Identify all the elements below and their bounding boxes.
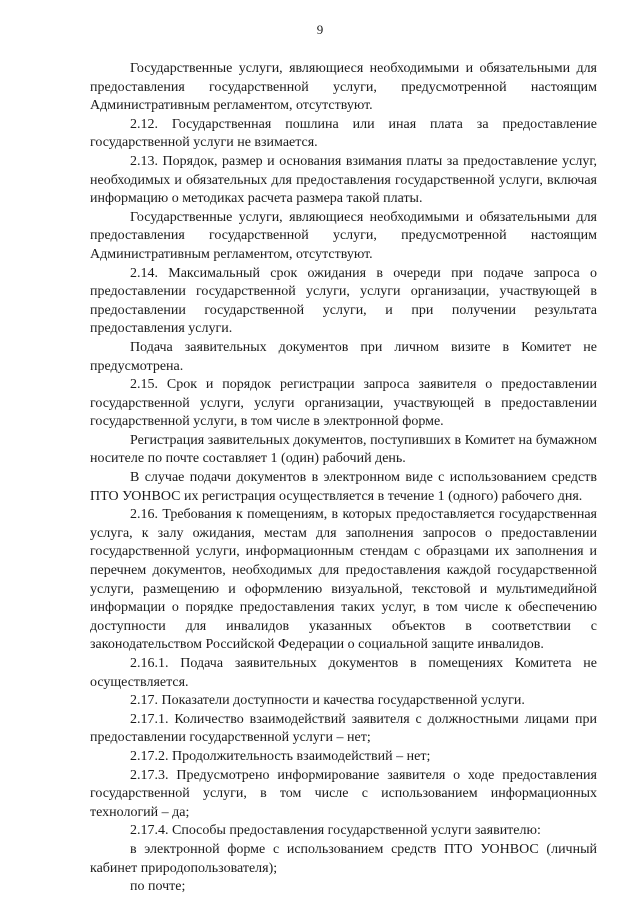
- paragraph: Подача заявительных документов при личном визите в Комитет не предусмотрена.: [90, 339, 597, 374]
- paragraph: 2.15. Срок и порядок регистрации запроса заявителя о предоставлении государственной услуги, услуги организации, участвующей в предоставлении государственной услуги, в том числе в электронной форме.: [90, 377, 597, 430]
- paragraph: 2.12. Государственная пошлина или иная плата за предоставление государственной услуги не взимается.: [90, 116, 597, 151]
- paragraph: 2.17.3. Предусмотрено информирование заявителя о ходе предоставления государственной услуги, в том числе с использованием информационных технологий – да;: [90, 767, 597, 820]
- paragraph: 2.16. Требования к помещениям, в которых предоставляется государственная услуга, к залу ожидания, местам для заполнения запросов о предоставлении государственной услуги, информационным стендам с образцами их заполнения и перечнем документов, необходимых для предоставления каждой государственной услуги, размещению и оформлению визуальной, текстовой и мультимедийной информации о порядке предоставления таких услуг, в том числе к обеспечению доступности для инвалидов указанных объектов в соответствии с законодательством Российской Федерации о социальной защите инвалидов.: [90, 507, 597, 653]
- page-number: 9: [316, 22, 324, 37]
- paragraph: 2.17.2. Продолжительность взаимодействий – нет;: [130, 748, 431, 764]
- paragraph: 2.16.1. Подача заявительных документов в помещениях Комитета не осуществляется.: [90, 656, 597, 690]
- paragraph: 2.14. Максимальный срок ожидания в очереди при подаче запроса о предоставлении государственной услуги, услуги организации, участвующей в предоставлении государственной услуги, и при получении результата предоставления услуги.: [90, 265, 597, 337]
- paragraph: 2.17. Показатели доступности и качества государственной услуги.: [130, 693, 525, 709]
- paragraph: Государственные услуги, являющиеся необходимыми и обязательными для предоставления государственной услуги, предусмотренной настоящим Административным регламентом, отсутствуют.: [90, 209, 597, 262]
- paragraph: Регистрация заявительных документов, поступивших в Комитет на бумажном носителе по почте составляет 1 (один) рабочий день.: [90, 432, 597, 467]
- paragraph: 2.13. Порядок, размер и основания взимания платы за предоставление услуг, необходимых и обязательных для предоставления государственной услуги, включая информацию о методиках расчета размера такой платы.: [90, 153, 597, 207]
- paragraph: 2.17.1. Количество взаимодействий заявителя с должностными лицами при предоставлении государственной услуги – нет;: [90, 711, 597, 746]
- paragraph: Государственные услуги, являющиеся необходимыми и обязательными для предоставления государственной услуги, предусмотренной настоящим Административным регламентом, отсутствуют.: [90, 61, 597, 114]
- paragraph: по почте;: [130, 879, 186, 895]
- document-body: [90, 60, 597, 897]
- paragraph: 2.17.4. Способы предоставления государственной услуги заявителю:: [130, 823, 541, 839]
- paragraph: в электронной форме с использованием средств ПТО УОНВОС (личный кабинет природопользователя);: [90, 841, 597, 876]
- paragraph: В случае подачи документов в электронном виде с использованием средств ПТО УОНВОС их регистрация осуществляется в течение 1 (одного) рабочего дня.: [90, 470, 597, 504]
